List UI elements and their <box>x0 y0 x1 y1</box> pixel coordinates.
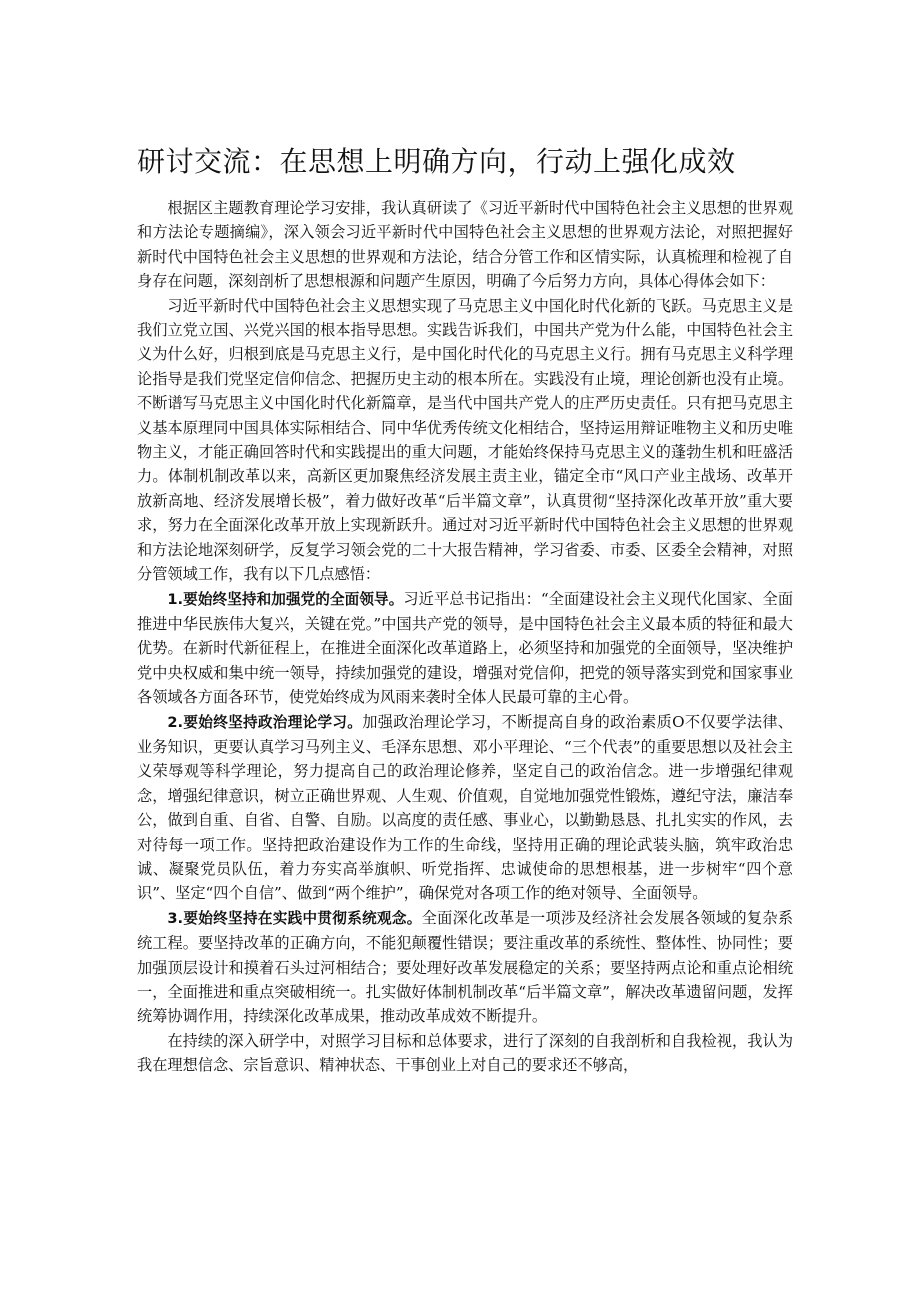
context-paragraph <box>137 294 793 587</box>
paragraph-text: 在持续的深入研学中，对照学习目标和总体要求，进行了深刻的自我剖析和自我检视，我认为我在理想信念、宗旨意识、精神状态、干事创业上对自己的要求还不够高， <box>137 1031 793 1075</box>
intro-paragraph <box>137 196 793 294</box>
paragraph-text: 根据区主题教育理论学习安排，我认真研读了《习近平新时代中国特色社会主义思想的世界观和方法论专题摘编》，深入领会习近平新时代中国特色社会主义思想的世界观方法论，对照把握好新时代中国特色社会主义思想的世界观和方法论，结合分管工作和区情实际，认真梳理和检视了自身存在问题，深刻剖析了思想根源和问题产生原因，明确了今后努力方向，具体心得体会如下： <box>137 199 793 291</box>
point-3-heading: 3.要始终坚持在实践中贯彻系统观念。 <box>167 909 422 927</box>
paragraph-text: 习近平新时代中国特色社会主义思想实现了马克思主义中国化时代化新的飞跃。马克思主义是我们立党立国、兴党兴国的根本指导思想。实践告诉我们，中国共产党为什么能，中国特色社会主义为什么好，归根到底是马克思主义行，是中国化时代化的马克思主义行。拥有马克思主义科学理论指导是我们党坚定信仰信念、把握历史主动的根本所在。实践没有止境，理论创新也没有止境。不断谱写马克思主义中国化时代化新篇章，是当代中国共产党人的庄严历史责任。只有把马克思主义基本原理同中国具体实际相结合、同中华优秀传统文化相结合，坚持运用辩证唯物主义和历史唯物主义，才能正确回答时代和实践提出的重大问题，才能始终保持马克思主义的蓬勃生机和旺盛活力。体制机制改革以来，高新区更加聚焦经济发展主责主业，锚定全市“风口产业主战场、改革开放新高地、经济发展增长极”，着力做好改革“后半篇文章”，认真贯彻“坚持深化改革开放”重大要求，努力在全面深化改革开放上实现新跃升。通过对习近平新时代中国特色社会主义思想的世界观和方法论地深刻研学，反复学习领会党的二十大报告精神，学习省委、市委、区委全会精神，对照分管领域工作，我有以下几点感悟： <box>137 296 793 584</box>
document-title: 研讨交流：在思想上明确方向，行动上强化成效 <box>137 145 736 178</box>
point-2-heading: 2.要始终坚持政治理论学习。 <box>167 713 363 731</box>
point-2-paragraph <box>137 710 793 906</box>
paragraph-text: 加强政治理论学习，不断提高自身的政治素质O不仅要学法律、业务知识，更要认真学习马列主义、毛泽东思想、邓小平理论、“三个代表”的重要思想以及社会主义荣辱观等科学理论，努力提高自己的政治理论修养，坚定自己的政治信念。进一步增强纪律观念，增强纪律意识，树立正确世界观、人生观、价值观，自觉地加强党性锻炼，遵纪守法，廉洁奉公，做到自重、自省、自警、自励。以高度的责任感、事业心，以勤勤恳恳、扎扎实实的作风，去对待每一项工作。坚持把政治建设作为工作的生命线，坚持用正确的理论武装头脑，筑牢政治忠诚、凝聚党员队伍，着力夯实高举旗帜、听党指挥、忠诚使命的思想根基，进一步树牢“四个意识”、坚定“四个自信”、做到“两个维护”，确保党对各项工作的绝对领导、全面领导。 <box>137 712 793 903</box>
paragraph-text: 全面深化改革是一项涉及经济社会发展各领域的复杂系统工程。要坚持改革的正确方向，不能犯颠覆性错误；要注重改革的系统性、整体性、协同性；要加强顶层设计和摸着石头过河相结合；要处理好改革发展稳定的关系；要坚持两点论和重点论相统一，全面推进和重点突破相统一。扎实做好体制机制改革“后半篇文章”，解决改革遗留问题，发挥统筹协调作用，持续深化改革成果，推动改革成效不断提升。 <box>137 908 794 1026</box>
self-review-paragraph <box>137 1029 793 1078</box>
document-page <box>137 140 793 1078</box>
point-1-paragraph <box>137 587 793 710</box>
point-3-paragraph <box>137 906 793 1029</box>
point-1-heading: 1.要始终坚持和加强党的全面领导。 <box>167 590 404 608</box>
paragraph-text: 习近平总书记指出：“全面建设社会主义现代化国家、全面推进中华民族伟大复兴，关键在党。”中国共产党的领导，是中国特色社会主义最本质的特征和最大优势。在新时代新征程上，在推进全面深化改革道路上，必须坚持和加强党的全面领导，坚决维护党中央权威和集中统一领导，持续加强党的建设，增强对党信仰，把党的领导落实到党和国家事业各领域各方面各环节，使党始终成为风雨来袭时全体人民最可靠的主心骨。 <box>137 589 794 707</box>
